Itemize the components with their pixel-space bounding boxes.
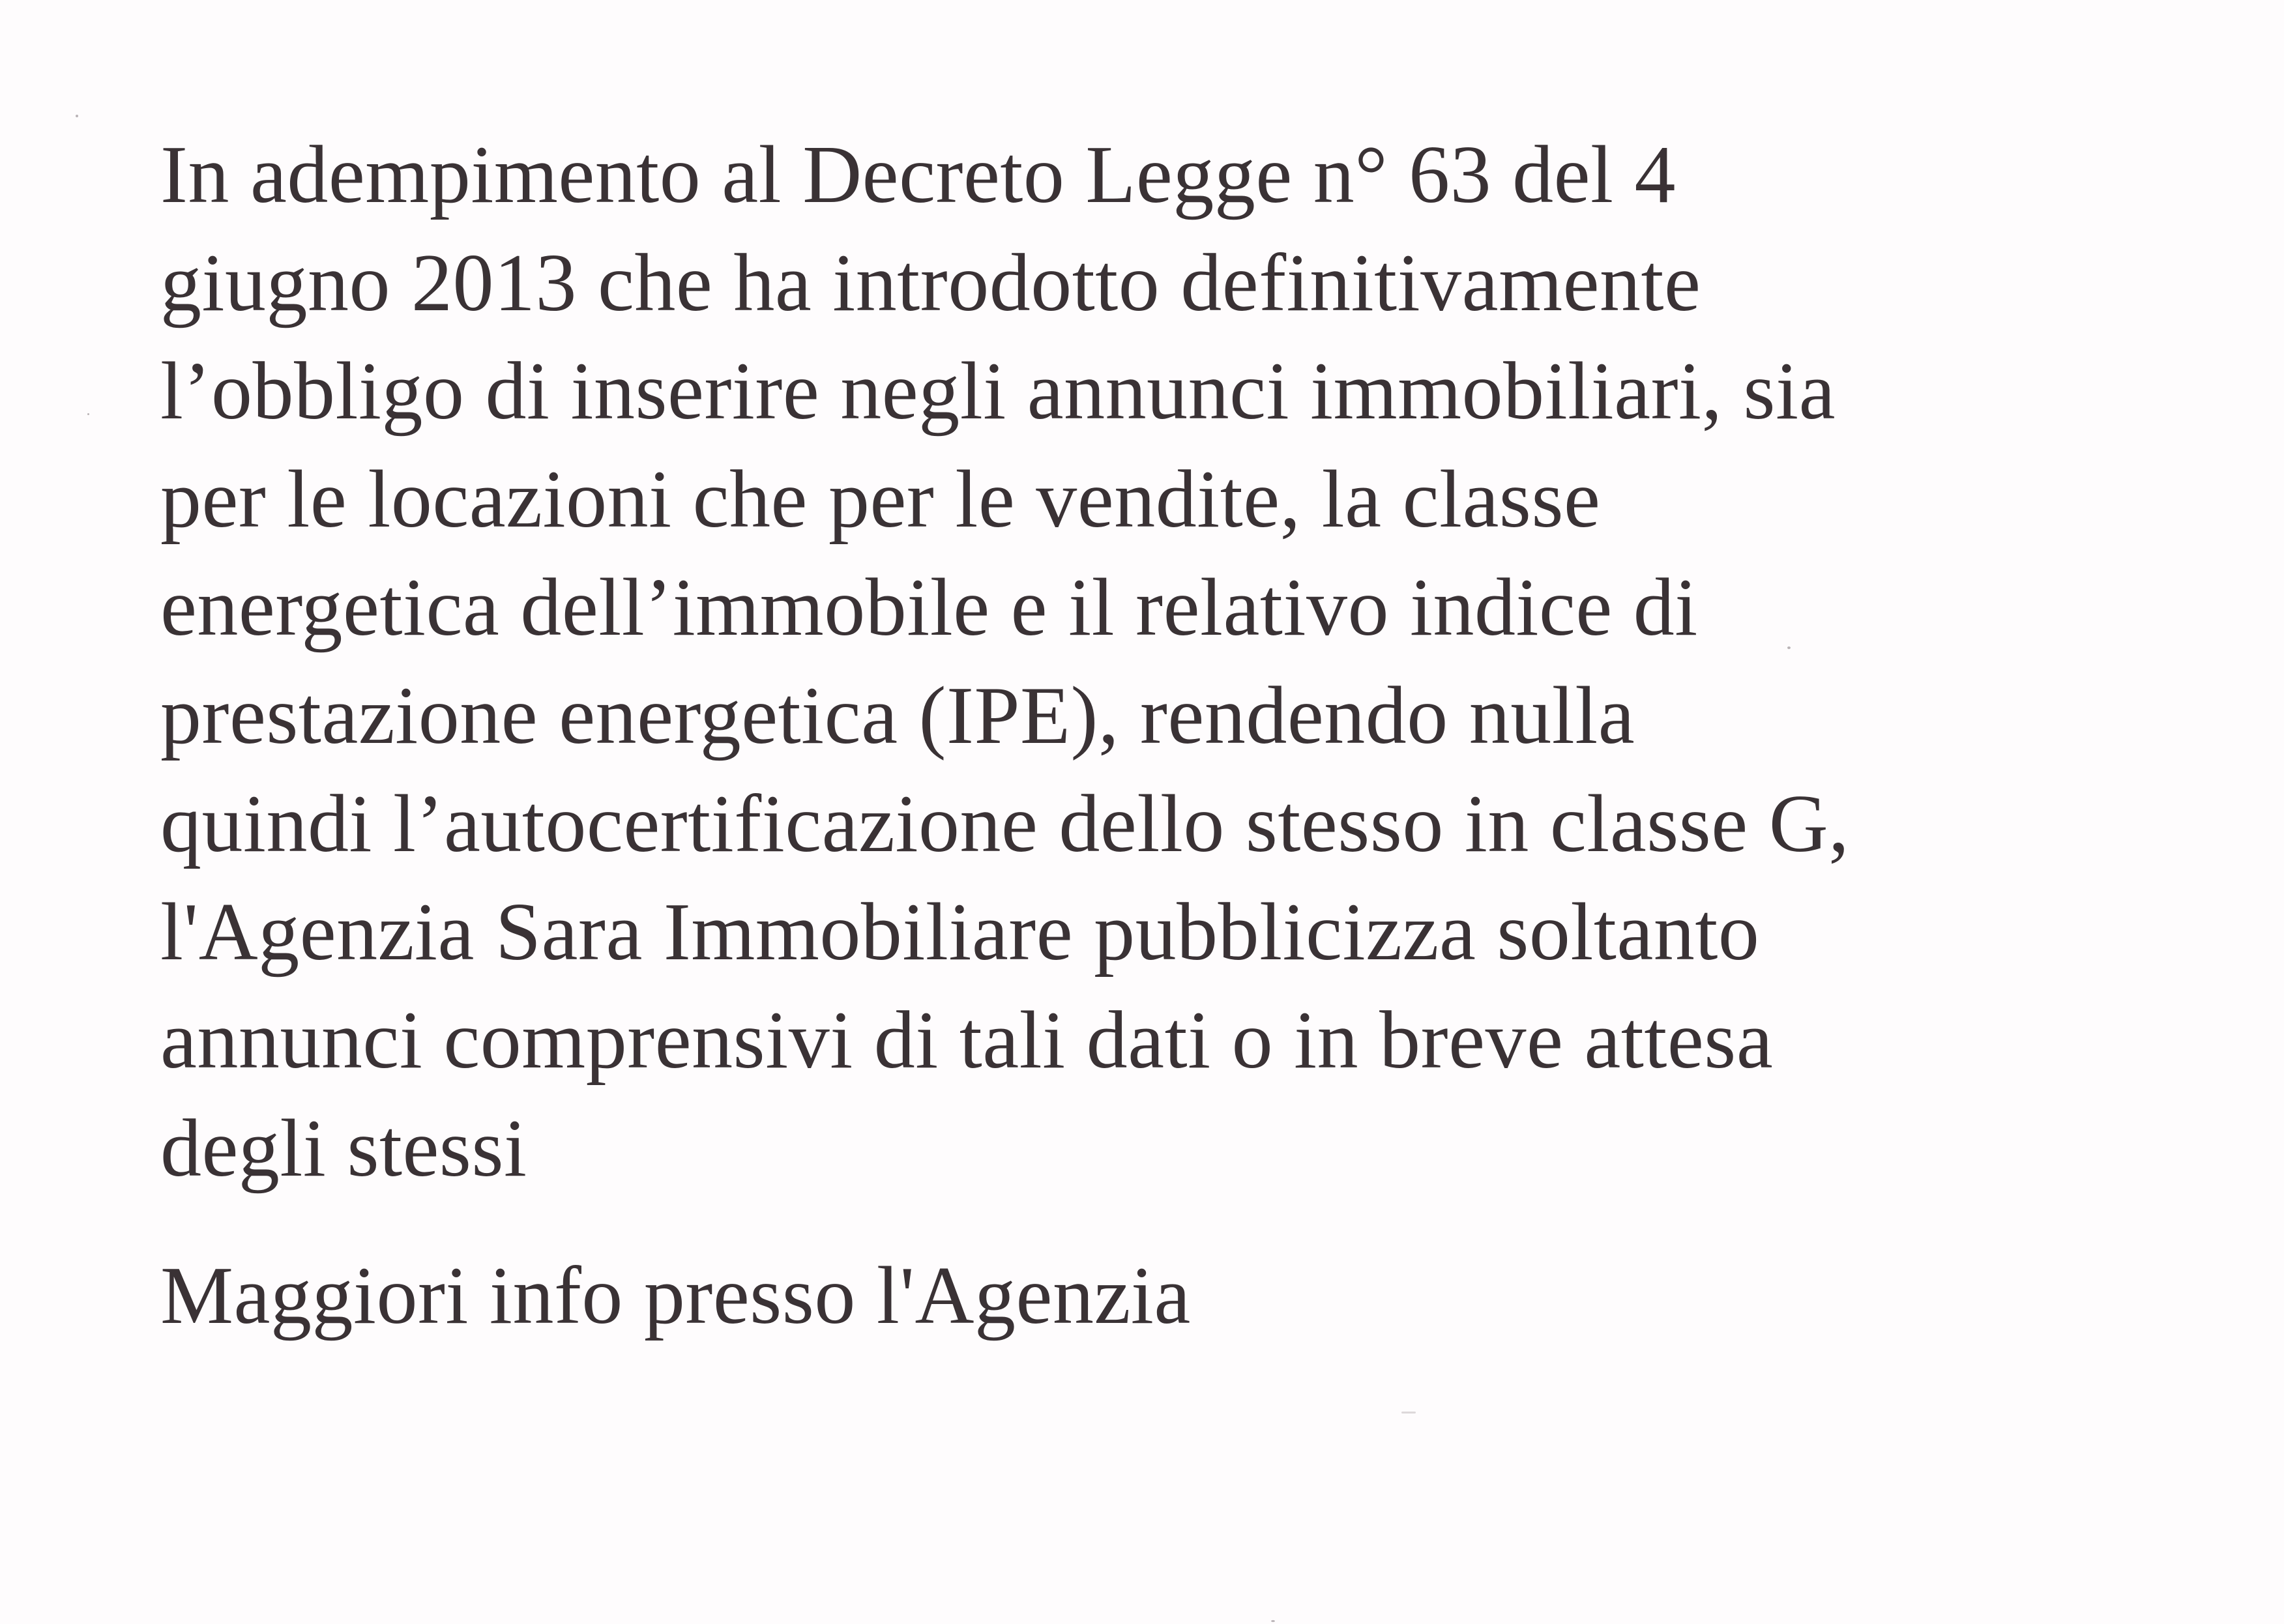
paper-speck xyxy=(1401,1412,1416,1414)
notice-line: In adempimento al Decreto Legge n° 63 del 4 xyxy=(160,130,1676,220)
notice-line: per le locazioni che per le vendite, la classe xyxy=(160,454,1601,545)
notice-line: prestazione energetica (IPE), rendendo nulla xyxy=(160,671,1635,761)
notice-line: l’obbligo di inserire negli annunci immobiliari, sia xyxy=(160,346,1836,437)
notice-paragraph xyxy=(160,121,2181,1203)
paper-speck xyxy=(87,413,89,415)
paper-speck xyxy=(1787,646,1791,649)
paper-speck xyxy=(1271,1620,1275,1622)
notice-line: giugno 2013 che ha introdotto definitivamente xyxy=(160,238,1701,328)
notice-line: quindi l’autocertificazione dello stesso in classe G, xyxy=(160,779,1850,869)
notice-line: annunci comprensivi di tali dati o in breve attesa xyxy=(160,995,1774,1086)
notice-line: l'Agenzia Sara Immobiliare pubblicizza soltanto xyxy=(160,887,1760,978)
notice-line: energetica dell’immobile e il relativo indice di xyxy=(160,562,1698,653)
closing-line: Maggiori info presso l'Agenzia xyxy=(160,1251,1191,1341)
paper-speck xyxy=(76,115,78,117)
notice-line: degli stessi xyxy=(160,1103,527,1194)
